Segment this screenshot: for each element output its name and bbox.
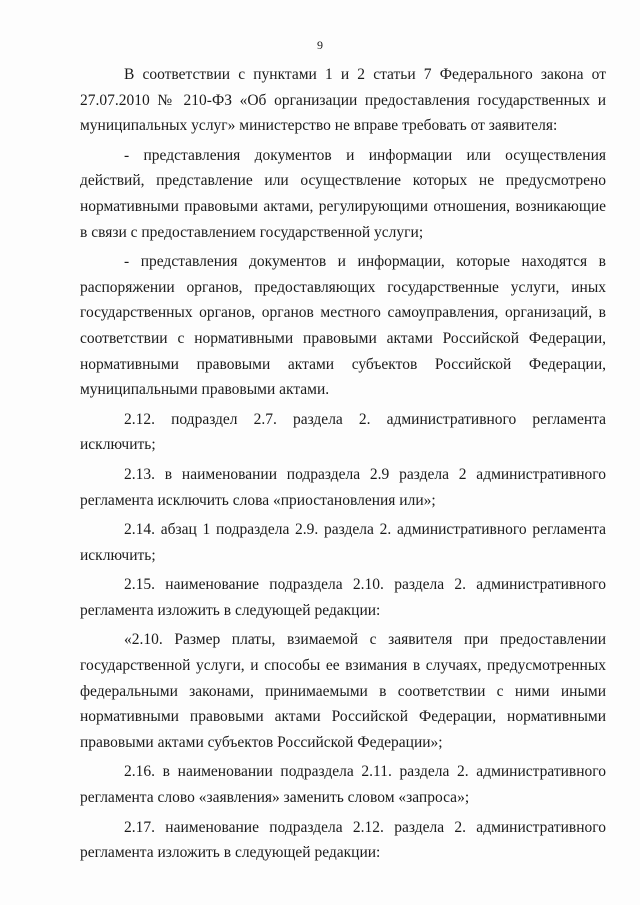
paragraph-quote-2-10: «2.10. Размер платы, взимаемой с заявителя при предоставлении государственной услуги, и способы ее взимания в случаях, предусмотренных федеральными законами, принимаемыми в соответствии с ними иными нормативными правовыми актами Российской Федерации, нормативными правовыми актами субъектов Российской Федерации»; <box>80 631 606 751</box>
paragraph-2-17: 2.17. наименование подраздела 2.12. раздела 2. административного регламента изложить в следующей редакции: <box>80 818 606 862</box>
paragraph-intro: В соответствии с пунктами 1 и 2 статьи 7 Федерального закона от 27.07.2010 № 210-ФЗ «Об организации предоставления государственных и муниципальных услуг» министерство не вправе требовать от заявителя: <box>80 66 606 135</box>
paragraph-2-14: 2.14. абзац 1 подраздела 2.9. раздела 2. административного регламента исключить; <box>80 521 606 564</box>
paragraph-2-13: 2.13. в наименовании подраздела 2.9 раздела 2 административного регламента исключить слова «приостановления или»; <box>80 465 606 509</box>
page-number: 9 <box>317 38 323 52</box>
paragraph-list-item-1: - представления документов и информации или осуществления действий, представление или осуществление которых не предусмотрено нормативными правовыми актами, регулирующими отношения, возникающие в связи с предоставлением государственной услуги; <box>80 146 606 241</box>
paragraph-2-16: 2.16. в наименовании подраздела 2.11. раздела 2. административного регламента слово «заявления» заменить словом «запроса»; <box>80 763 606 807</box>
paragraph-2-15: 2.15. наименование подраздела 2.10. раздела 2. административного регламента изложить в следующей редакции: <box>80 576 606 619</box>
paragraph-list-item-2: - представления документов и информации, которые находятся в распоряжении органов, предоставляющих государственные услуги, иных государственных органов, органов местного самоуправления, организаций, в соответствии с нормативными правовыми актами Российской Федерации, нормативными правовыми актами субъектов Российской Федерации, муниципальными правовыми актами. <box>80 253 606 399</box>
document-body <box>80 62 606 866</box>
paragraph-2-12: 2.12. подраздел 2.7. раздела 2. административного регламента исключить; <box>80 410 606 454</box>
